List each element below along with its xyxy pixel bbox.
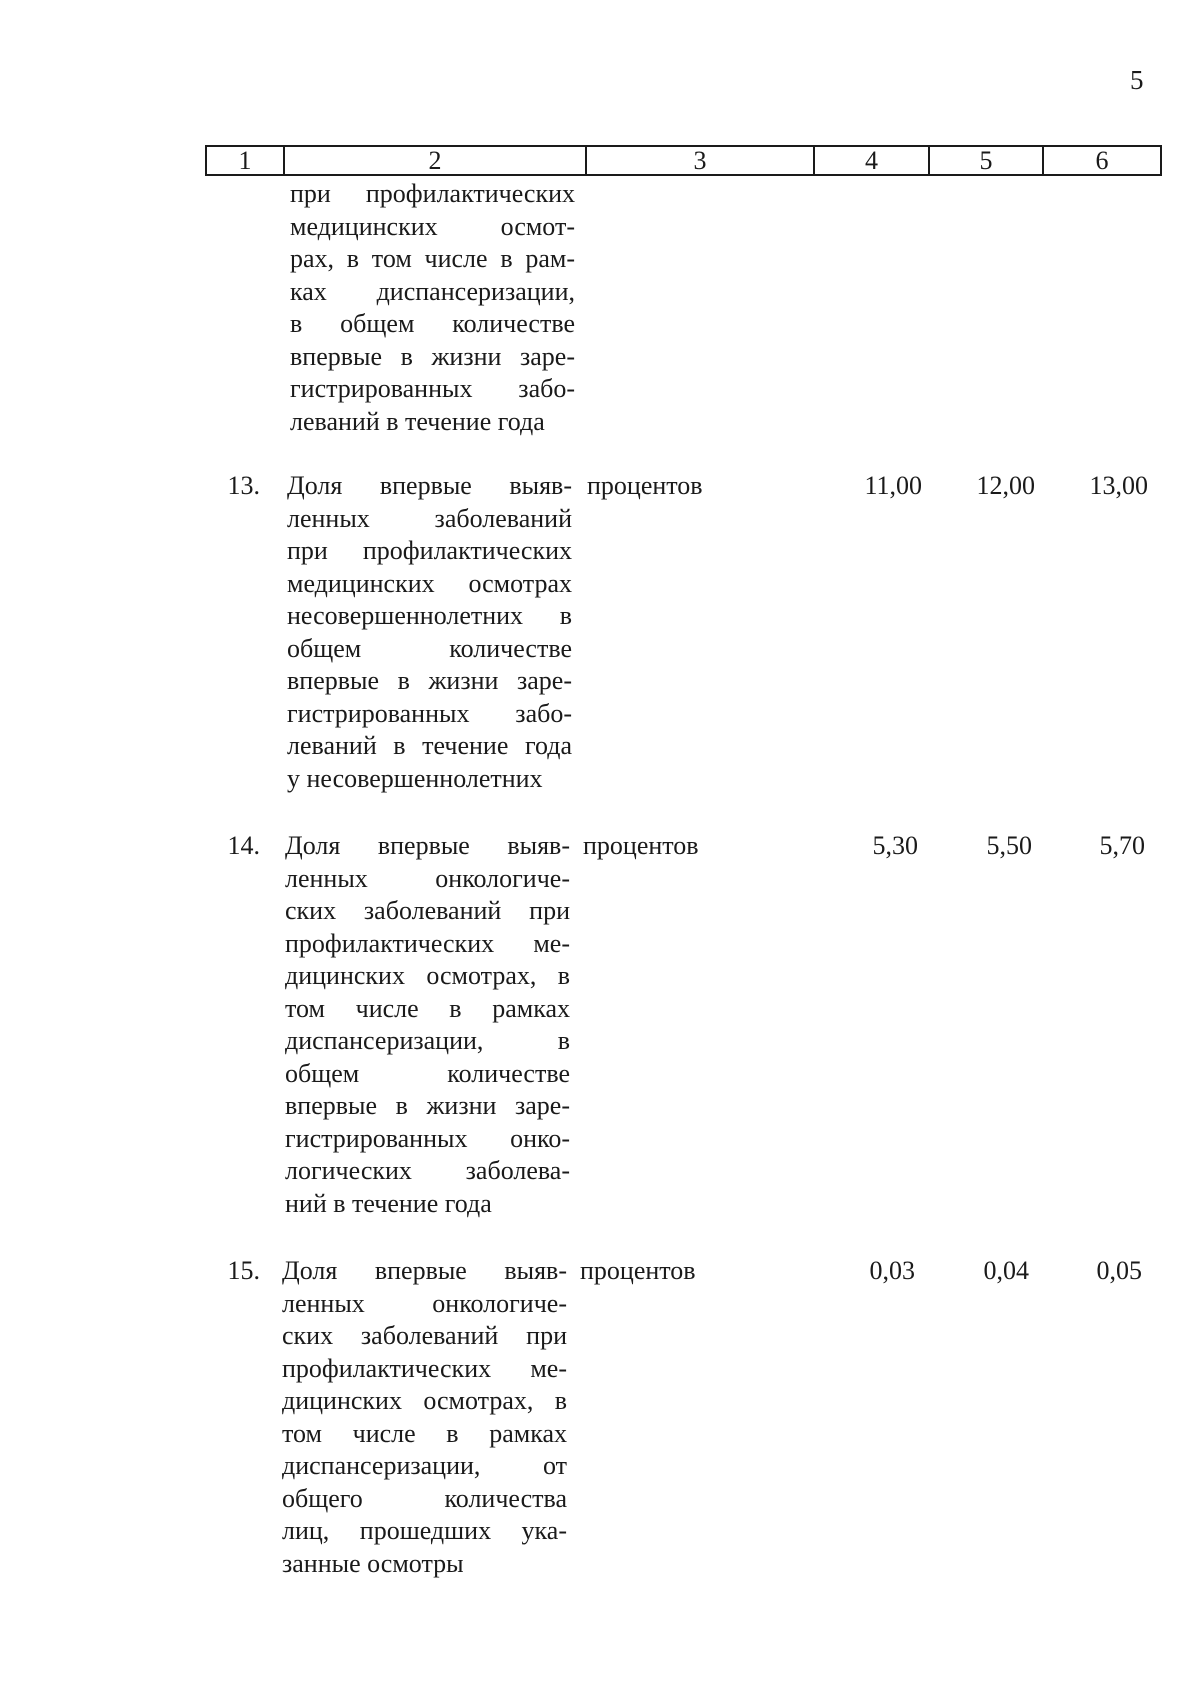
description-line: Доля впервые выяв- — [285, 831, 570, 860]
value-column-5: 5,50 — [986, 831, 1032, 860]
description-line: гистрированных забо- — [290, 374, 575, 403]
description-line: леваний в течение года — [287, 731, 572, 760]
description-line: несовершеннолетних в — [287, 601, 572, 630]
description-line: Доля впервые выяв- — [287, 471, 572, 500]
column-number-1: 1 — [207, 147, 285, 174]
description-line: ских заболеваний при — [282, 1321, 567, 1350]
description-line: диспансеризации, в — [285, 1026, 570, 1055]
value-column-5: 0,04 — [983, 1256, 1029, 1285]
description-line: профилактических ме- — [282, 1353, 567, 1383]
description-line: диспансеризации, от — [282, 1451, 567, 1480]
value-column-6: 0,05 — [1096, 1256, 1142, 1285]
description-line: ских заболеваний при — [285, 896, 570, 925]
description-line: впервые в жизни заре- — [290, 341, 575, 371]
description-line: дицинских осмотрах, в — [282, 1386, 567, 1415]
indicator-description — [282, 1255, 567, 1580]
description-line: при профилактических — [287, 536, 572, 565]
description-line: медицинских осмотрах — [287, 568, 572, 598]
column-number-2: 2 — [285, 147, 587, 174]
value-column-4: 11,00 — [864, 471, 922, 500]
description-line: дицинских осмотрах, в — [285, 961, 570, 990]
indicator-description — [290, 178, 575, 438]
unit-of-measure: процентов — [587, 471, 703, 500]
description-line: общего количества — [282, 1483, 567, 1513]
row-number: 14. — [227, 831, 260, 860]
value-column-6: 5,70 — [1099, 831, 1145, 860]
column-number-3: 3 — [587, 147, 815, 174]
description-line: ках диспансеризации, — [290, 276, 575, 306]
description-line: ленных заболеваний — [287, 503, 572, 533]
description-line: впервые в жизни заре- — [285, 1091, 570, 1120]
description-line: общем количестве — [285, 1058, 570, 1088]
description-line: в общем количестве — [290, 309, 575, 338]
description-line: ленных онкологиче- — [282, 1288, 567, 1318]
description-line: впервые в жизни заре- — [287, 666, 572, 695]
description-line: ленных онкологиче- — [285, 863, 570, 893]
value-column-5: 12,00 — [976, 471, 1035, 500]
indicator-description — [287, 470, 572, 795]
row-number: 15. — [227, 1256, 260, 1285]
description-line: у несовершеннолетних — [287, 763, 543, 793]
column-number-5: 5 — [930, 147, 1044, 174]
description-line: медицинских осмот- — [290, 211, 575, 241]
description-line: при профилактических — [290, 179, 575, 208]
unit-of-measure: процентов — [583, 831, 699, 860]
column-number-6: 6 — [1095, 146, 1109, 175]
value-column-4: 5,30 — [872, 831, 918, 860]
description-line: том числе в рамках — [282, 1418, 567, 1448]
unit-of-measure: процентов — [580, 1256, 696, 1285]
column-number-4: 4 — [815, 147, 930, 174]
description-line: том числе в рамках — [285, 993, 570, 1023]
description-line: рах, в том числе в рам- — [290, 244, 575, 273]
row-number: 13. — [227, 471, 260, 500]
description-line: лиц, прошедших ука- — [282, 1516, 567, 1545]
value-column-6: 13,00 — [1089, 471, 1148, 500]
description-line: занные осмотры — [282, 1548, 464, 1578]
indicator-description — [285, 830, 570, 1220]
description-line: гистрированных забо- — [287, 698, 572, 728]
value-column-4: 0,03 — [869, 1256, 915, 1285]
description-line: ний в течение года — [285, 1188, 492, 1218]
description-line: логических заболева- — [285, 1156, 570, 1185]
description-line: гистрированных онко- — [285, 1123, 570, 1153]
table-column-header — [205, 145, 1162, 176]
description-line: леваний в течение года — [290, 406, 545, 436]
description-line: общем количестве — [287, 633, 572, 663]
description-line: Доля впервые выяв- — [282, 1256, 567, 1285]
page-number: 5 — [1130, 65, 1144, 95]
description-line: профилактических ме- — [285, 928, 570, 958]
